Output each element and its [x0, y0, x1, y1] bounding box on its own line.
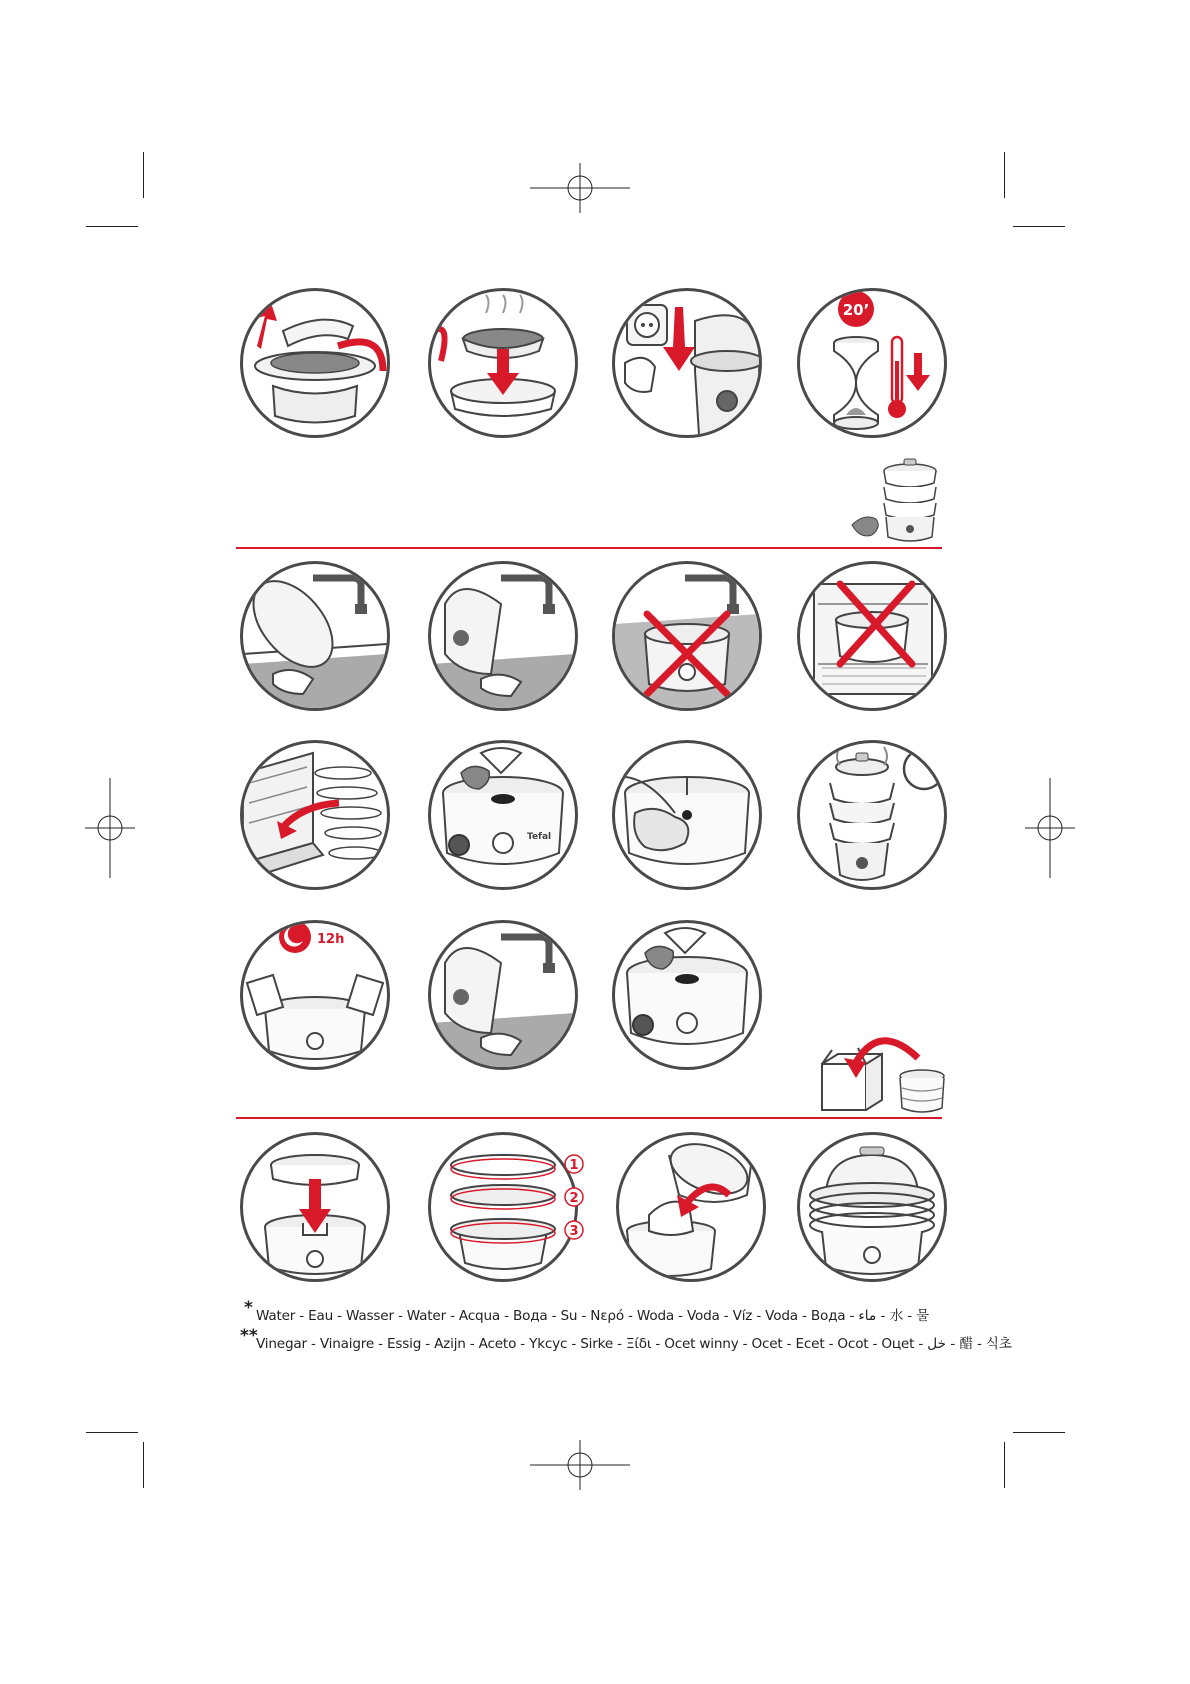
step-wipe-base	[612, 740, 762, 890]
stack-number-badges	[552, 1150, 592, 1260]
wipe-base-icon	[615, 743, 759, 887]
place-drip-tray-icon	[243, 1135, 387, 1279]
registration-mark	[530, 1415, 630, 1515]
legend-vinegar-text: Vinegar - Vinaigre - Essig - Azijn - Aceto - Ykcyc - Sirke - Ξίδι - Ocet winny - Ocet - Ecet - Ocot - Оцet - خل - 醋 - 식초	[256, 1336, 1012, 1352]
dishwasher-parts-icon	[243, 743, 387, 887]
registration-mark	[60, 778, 160, 878]
order-1-label: 1	[569, 1158, 579, 1173]
order-3-label: 3	[569, 1224, 579, 1239]
no-dishwasher-base-icon	[800, 564, 944, 708]
clean-element-again-icon	[615, 923, 759, 1067]
step-no-water-immersion	[612, 561, 762, 711]
no-water-immersion-icon	[615, 564, 759, 708]
step-rinse-bowl	[428, 561, 578, 711]
crop-mark	[1004, 1442, 1005, 1488]
step-no-dishwasher-base	[797, 561, 947, 711]
cool-down-icon	[800, 291, 944, 435]
time-12h-label: 12h	[317, 932, 345, 947]
crop-mark	[86, 1432, 138, 1433]
crop-mark	[143, 1442, 144, 1488]
legend-water-mark: *	[244, 1298, 253, 1318]
step-assemble-steamer	[797, 740, 947, 890]
steamer-sponge-icon	[850, 455, 950, 545]
step-nest-bowls	[616, 1132, 766, 1282]
rinse-lid-icon	[243, 564, 387, 708]
step-descale-12h	[240, 920, 390, 1070]
step-clean-element-again	[612, 920, 762, 1070]
step-stored-steamer	[797, 1132, 947, 1282]
section-divider	[236, 1117, 942, 1119]
crop-mark	[1004, 152, 1005, 198]
lift-lid-icon	[243, 291, 387, 435]
descale-12h-icon	[243, 923, 387, 1067]
crop-mark	[143, 152, 144, 198]
unplug-icon	[615, 291, 759, 435]
registration-mark	[530, 138, 630, 238]
crop-mark	[1013, 1432, 1065, 1433]
brand-label: Tefal	[527, 832, 552, 842]
section-divider	[236, 547, 942, 549]
legend-water-text: Water - Eau - Wasser - Water - Acqua - Вода - Su - Nερό - Woda - Voda - Víz - Voda - Вода - ماء - 水 - 물	[256, 1308, 930, 1324]
clean-element-icon	[431, 743, 575, 887]
step-dishwasher-parts	[240, 740, 390, 890]
time-20-label: 20’	[842, 301, 870, 319]
step-unplug	[612, 288, 762, 438]
step-rinse-lid	[240, 561, 390, 711]
step-place-drip-tray	[240, 1132, 390, 1282]
rinse-again-icon	[431, 923, 575, 1067]
drain-basket-icon	[431, 291, 575, 435]
legend-vinegar-mark: **	[240, 1326, 258, 1346]
step-cool-down	[797, 288, 947, 438]
order-2-label: 2	[569, 1191, 579, 1206]
crop-mark	[1013, 226, 1065, 227]
step-rinse-again	[428, 920, 578, 1070]
stored-steamer-icon	[800, 1135, 944, 1279]
step-drain-basket	[428, 288, 578, 438]
registration-mark	[1000, 778, 1100, 878]
assemble-steamer-icon	[800, 743, 944, 887]
crop-mark	[86, 226, 138, 227]
step-lift-lid	[240, 288, 390, 438]
nest-bowls-icon	[619, 1135, 763, 1279]
rinse-bowl-icon	[431, 564, 575, 708]
store-box-icon	[818, 1030, 948, 1115]
step-clean-element	[428, 740, 578, 890]
